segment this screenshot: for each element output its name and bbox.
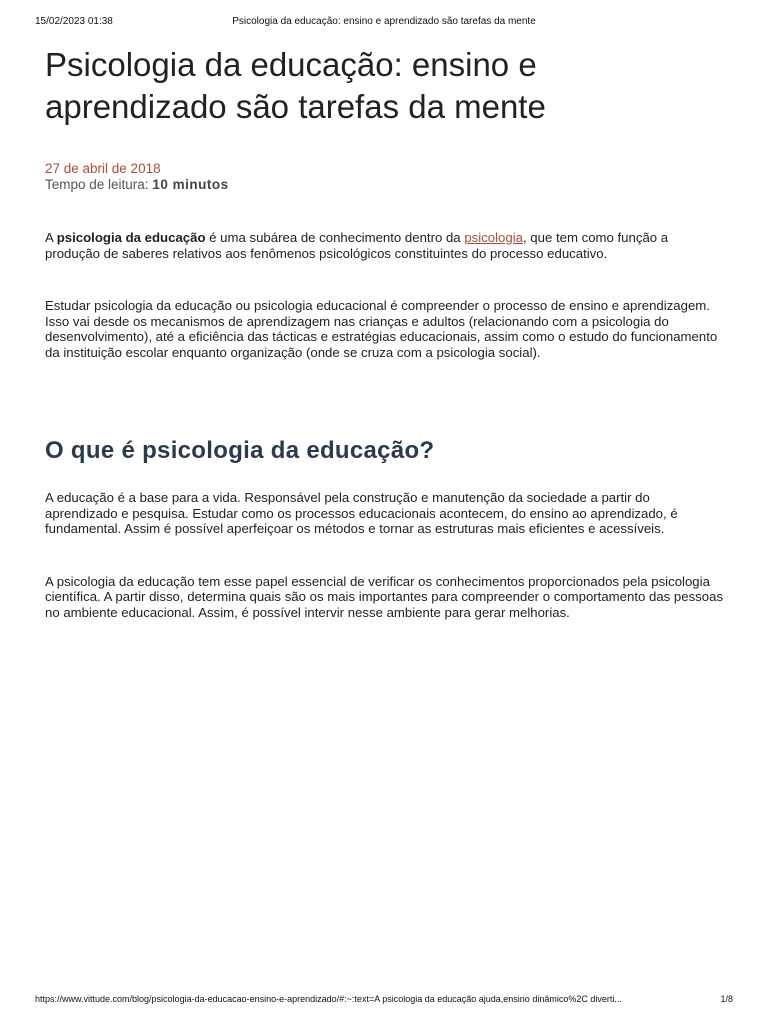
publish-date: 27 de abril de 2018	[45, 161, 161, 176]
paragraph-intro-end: , que tem como função a produção de saberes relativos aos fenômenos psicológicos constituintes do processo educativo.	[45, 230, 669, 261]
read-time	[45, 177, 725, 193]
paragraph-intro-bold: psicologia da educação	[56, 230, 206, 245]
read-time-label: Tempo de leitura:	[45, 177, 149, 192]
paragraph-intro	[45, 230, 725, 261]
read-time-value: 10 minutos	[152, 177, 229, 192]
print-footer	[35, 994, 733, 1008]
print-header-datetime: 15/02/2023 01:38	[35, 16, 113, 27]
paragraph-intro-mid: é uma subárea de conhecimento dentro da	[205, 230, 465, 245]
print-header	[35, 16, 733, 30]
article-meta	[45, 161, 725, 193]
paragraph-role: A psicologia da educação tem esse papel essencial de verificar os conhecimentos proporcionados pela psicologia científica. A partir disso, determina quais são os mais importantes para compreender o comportamento das pessoas no ambiente educacional. Assim, é possível intervir nesse ambiente para gerar melhorias.	[45, 573, 724, 620]
paragraph-study: Estudar psicologia da educação ou psicologia educacional é compreender o processo de ensino e aprendizagem. Isso vai desde os mecanismos de aprendizagem nas crianças e adultos (relacionando com a psicologia do desenvolvimento), até a eficiência das tácticas e estratégias educacionais, assim como o estudo do funcionamento da instituição escolar enquanto organização (onde se cruza com a psicologia social).	[45, 298, 718, 360]
article-title: Psicologia da educação: ensino e aprendizado são tarefas da mente	[45, 46, 546, 125]
page-number: 1/8	[720, 994, 733, 1004]
section-heading: O que é psicologia da educação?	[45, 437, 435, 464]
print-header-title: Psicologia da educação: ensino e aprendizado são tarefas da mente	[232, 16, 536, 27]
article-content	[45, 44, 725, 620]
psicologia-link[interactable]: psicologia	[464, 230, 523, 245]
paragraph-intro-start: A	[45, 230, 57, 245]
footer-url: https://www.vittude.com/blog/psicologia-da-educacao-ensino-e-aprendizado/#:~:text=A psicologia da educação ajuda,ensino dinâmico%2C diverti...	[35, 994, 622, 1004]
paragraph-education-base: A educação é a base para a vida. Responsável pela construção e manutenção da sociedade a partir do aprendizado e pesquisa. Estudar como os processos educacionais acontecem, do ensino ao aprendizado, é fundamental. Assim é possível aperfeiçoar os métodos e tornar as estruturas mais eficientes e acessíveis.	[45, 490, 678, 536]
